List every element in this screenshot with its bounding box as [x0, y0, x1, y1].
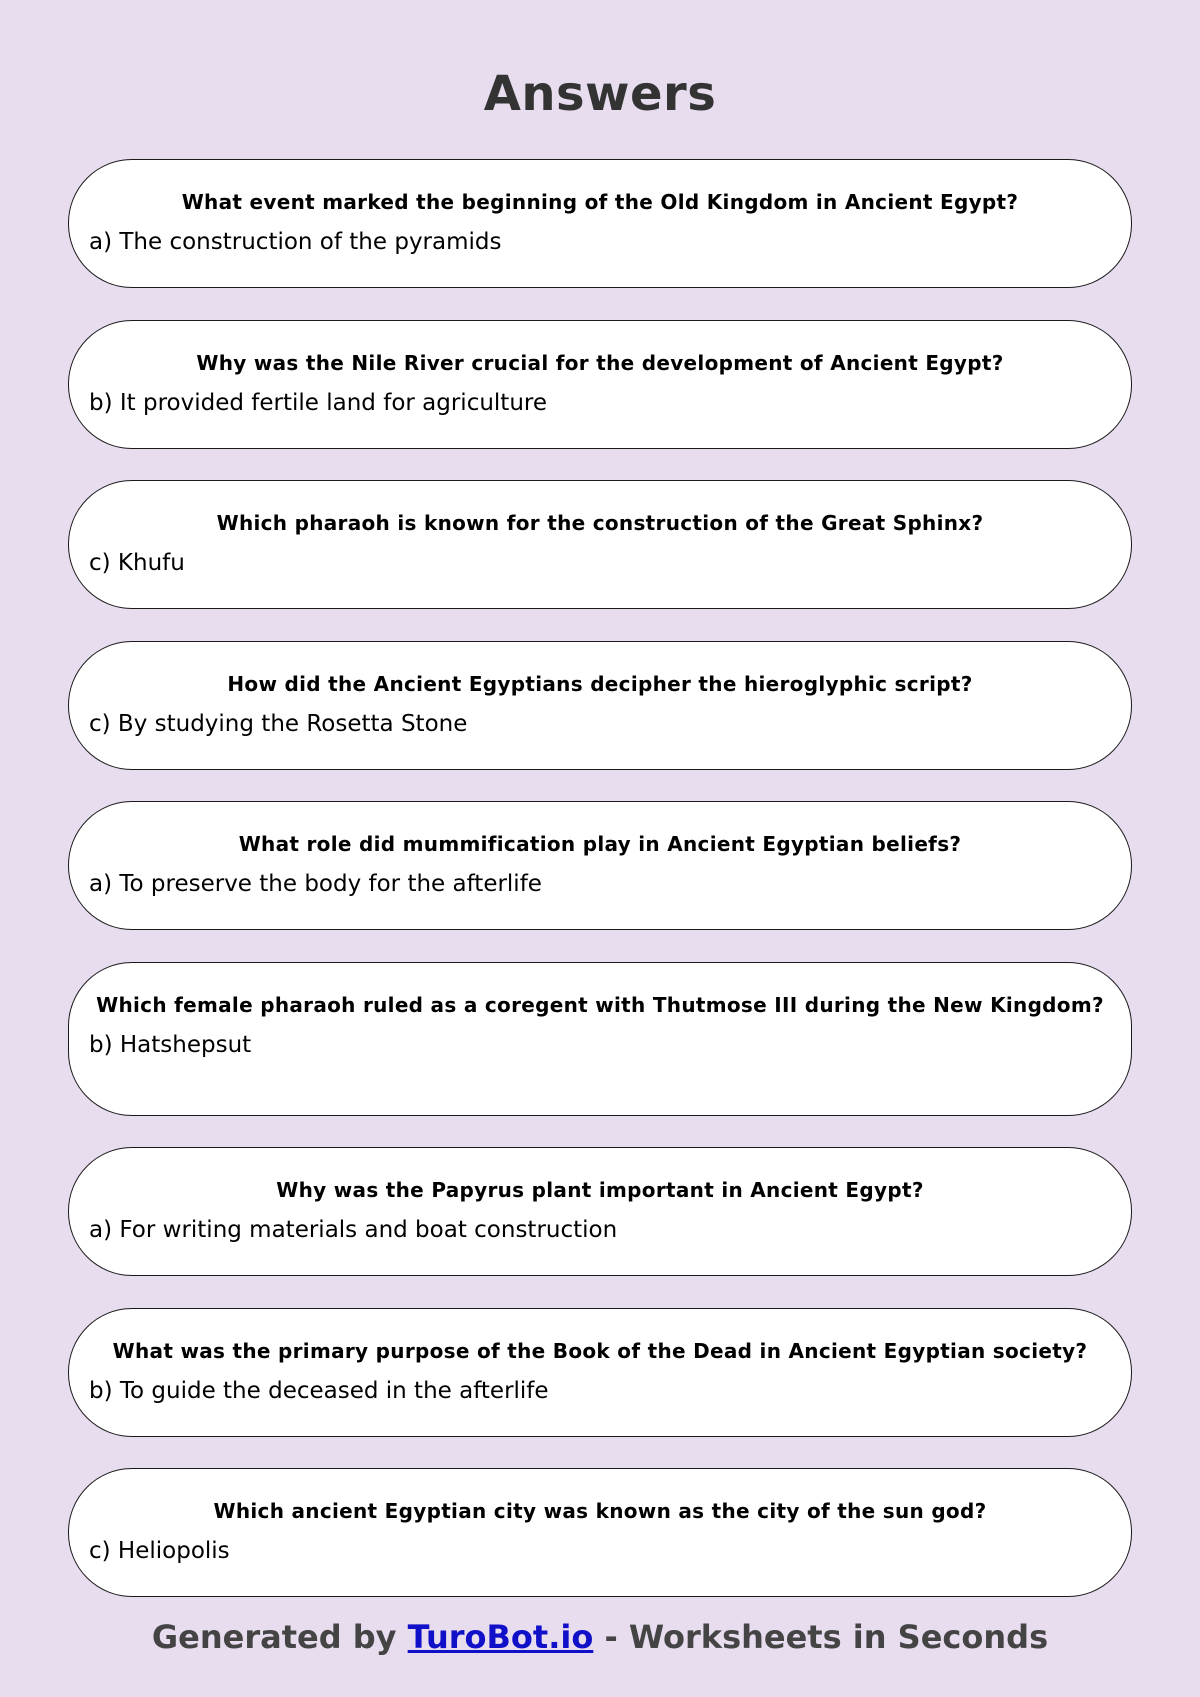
answer-card: [68, 1468, 1132, 1597]
question-text: What event marked the beginning of the Old Kingdom in Ancient Egypt?: [181, 190, 1019, 214]
answer-list: [68, 159, 1132, 1629]
footer-prefix: Generated by: [151, 1618, 408, 1656]
question-text: Which ancient Egyptian city was known as the city of the sun god?: [213, 1499, 987, 1523]
answer-card: [68, 641, 1132, 770]
answer-card: [68, 801, 1132, 930]
question-text: Which female pharaoh ruled as a coregent with Thutmose III during the New Kingdom?: [96, 992, 1104, 1017]
footer-suffix: - Worksheets in Seconds: [593, 1618, 1049, 1656]
question-text: Why was the Papyrus plant important in Ancient Egypt?: [276, 1178, 924, 1202]
answer-card: [68, 962, 1132, 1116]
question-text: What was the primary purpose of the Book of the Dead in Ancient Egyptian society?: [112, 1338, 1088, 1363]
answer-card: [68, 1147, 1132, 1276]
answer-text: a) To preserve the body for the afterlife: [89, 871, 542, 897]
answer-text: c) Khufu: [89, 550, 185, 576]
turobot-link[interactable]: TuroBot.io: [407, 1618, 594, 1656]
answer-text: b) Hatshepsut: [89, 1031, 252, 1058]
answer-text: b) To guide the deceased in the afterlife: [89, 1377, 549, 1404]
answer-text: c) Heliopolis: [89, 1538, 230, 1564]
answer-card: [68, 1308, 1132, 1437]
question-text: How did the Ancient Egyptians decipher the hieroglyphic script?: [227, 671, 973, 696]
question-text: Which pharaoh is known for the construction of the Great Sphinx?: [216, 511, 984, 535]
answer-text: b) It provided fertile land for agriculture: [89, 389, 548, 416]
answer-card: [68, 480, 1132, 609]
answer-card: [68, 159, 1132, 288]
question-text: What role did mummification play in Ancient Egyptian beliefs?: [238, 832, 962, 856]
answer-card: [68, 320, 1132, 449]
footer: [0, 1618, 1200, 1656]
answer-text: a) The construction of the pyramids: [89, 229, 502, 255]
answer-text: a) For writing materials and boat construction: [89, 1217, 618, 1243]
page-title: Answers: [483, 66, 717, 122]
answer-text: c) By studying the Rosetta Stone: [89, 710, 468, 737]
question-text: Why was the Nile River crucial for the development of Ancient Egypt?: [196, 350, 1004, 375]
